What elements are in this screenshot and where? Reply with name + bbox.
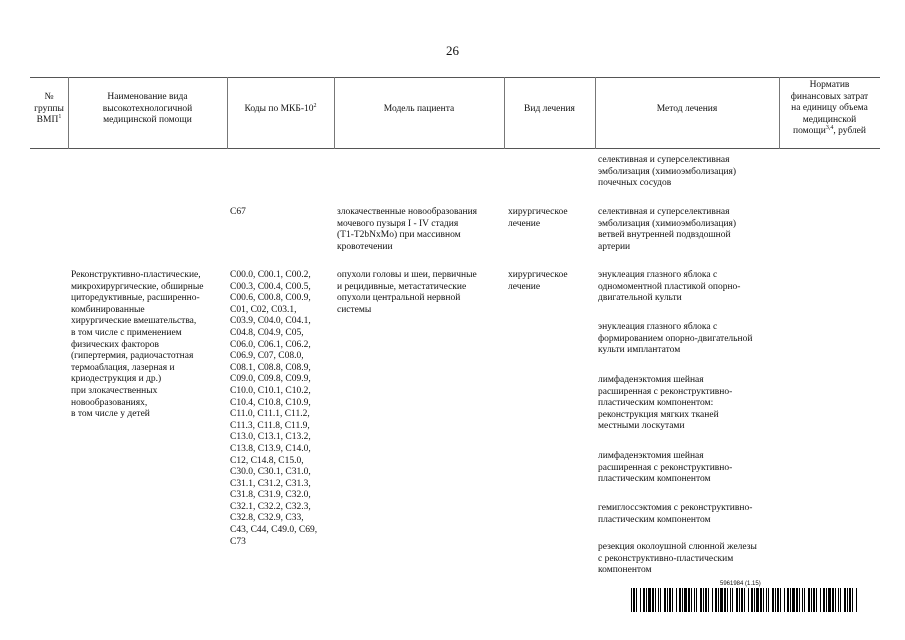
header-patient-model: Модель пациента [383,104,455,114]
row2-method-6: резекция околоушной слюнной железы с реконструктивно-пластическим компонентом [598,542,757,576]
row2-method-5: гемиглоссэктомия с реконструктивно- пластическим компонентом [598,503,753,525]
header-group-number: № группы ВМП$^1$ [34,92,64,126]
row2-care-type-name: Реконструктивно-пластические, микрохирургические, обширные циторедуктивные, расширенно- комбинированные хирургические вмешательства, в том числе с применением физических факторов (гипертермия, радиочастотная термоаблация, лазерная и криодеструкция и др.) при злокачественных новообразованиях, в том числе у детей [71,270,204,420]
header-care-type-name: Наименование вида высокотехнологичной медицинской помощи [102,92,193,126]
row2-method-1: энуклеация глазного яблока с одномоментной пластикой опорно- двигательной культи [598,270,741,304]
row2-method-2: энуклеация глазного яблока с формированием опорно-двигательной культи имплантатом [598,322,753,356]
header-treatment-method: Метод лечения [656,104,718,114]
header-cost-standard: Норматив финансовых затрат на единицу объема медицинской помощи$^{3,4}$, рублей [790,80,869,137]
table-header-bottom-border [30,148,880,149]
row1-codes: C67 [230,207,246,217]
page-number: 26 [446,43,459,58]
row1-patient-model: злокачественные новообразования мочевого пузыря I - IV стадия (T1-T2bNxMo) при массивном кровотечении [337,207,478,252]
barcode-number: 5961984 (1.15) [720,581,761,587]
row0-method: селективная и суперселективная эмболизация (химиоэмболизация) почечных сосудов [598,155,737,189]
barcode-image [631,588,857,612]
table-top-border [30,77,880,78]
row2-method-3: лимфаденэктомия шейная расширенная с реконструктивно- пластическим компонентом: реконструкция мягких тканей местными лоскутами [598,375,733,432]
row2-method-4: лимфаденэктомия шейная расширенная с реконструктивно- пластическим компонентом [598,451,733,485]
row2-treatment-type: хирургическое лечение [508,270,568,292]
row2-patient-model: опухоли головы и шеи, первичные и рецидивные, метастатические опухоли центральной нервной системы [337,270,477,315]
row1-treatment-type: хирургическое лечение [508,207,568,229]
header-icd-codes: Коды по МКБ-$10^2$ [244,102,317,114]
header-treatment-type: Вид лечения [524,104,575,114]
row2-codes: C00.0, C00.1, C00.2, C00.3, C00.4, C00.5, C00.6, C00.8, C00.9, C01, C02, C03.1, C03.9, C04.0, C04.1, C04.8, C04.9, C05, C06.0, C06.1, C06.2, C06.9, C07, C08.0, C08.1, C08.8, C08.9, C09.0, C09.8, C09.9, C10.0, C10.1, C10.2, C10.4, C10.8, C10.9, C11.0, C11.1, C11.2, C11.3, C11.8, C11.9, C13.0, C13.1, C13.2, C13.8, C13.9, C14.0, C12, C14.8, C15.0, C30.0, C30.1, C31.0, C31.1, C31.2, C31.3, C31.8, C31.9, C32.0, C32.1, C32.2, C32.3, C32.8, C32.9, C33, C43, C44, C49.0, C69, C73 [230,270,318,547]
row1-method: селективная и суперселективная эмболизация (химиоэмболизация) ветвей внутренней подвздошной артерии [598,207,737,252]
